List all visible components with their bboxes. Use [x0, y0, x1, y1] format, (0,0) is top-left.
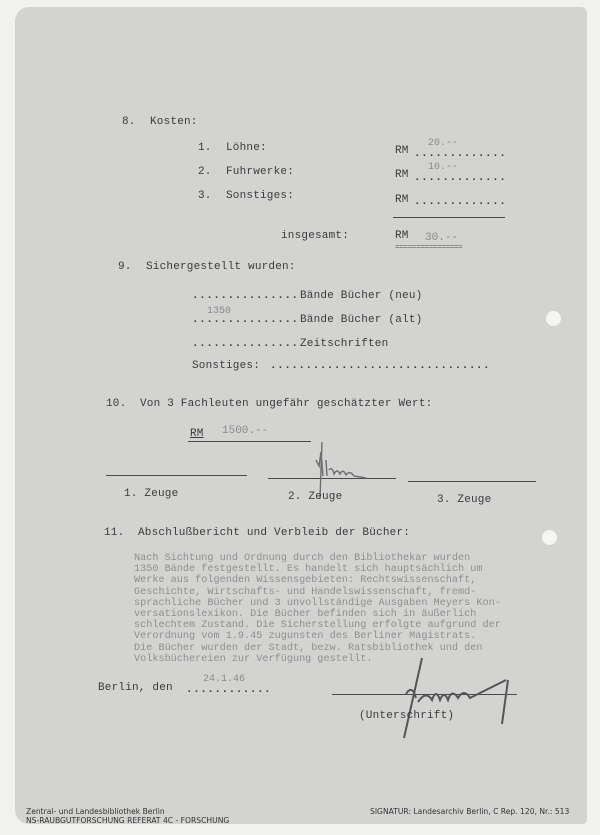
footer-institution: Zentral- und Landesbibliothek Berlin: [26, 807, 165, 816]
section-9-heading: Sichergestellt wurden:: [146, 261, 296, 273]
section-9-number: 9.: [118, 261, 132, 273]
report-line: versationslexikon. Die Bücher befinden sich in äußerlich: [134, 609, 477, 621]
cost-item-dots: .............: [414, 172, 507, 184]
sum-rule: [393, 217, 505, 218]
place-label: Berlin, den: [98, 682, 173, 694]
estimated-value: 1500.--: [222, 425, 269, 437]
other-dots: ...............................: [270, 360, 491, 372]
footer-left: [26, 808, 229, 825]
cost-item-num: 3.: [198, 190, 212, 202]
section-11-heading: Abschlußbericht und Verbleib der Bücher:: [138, 527, 411, 539]
cost-item-num: 2.: [198, 166, 212, 178]
handwritten-signature: [390, 650, 530, 750]
signature-label: (Unterschrift): [359, 710, 455, 722]
cost-item-currency: RM: [395, 194, 409, 206]
witness-3-label: 3. Zeuge: [437, 494, 492, 506]
cost-item-label: Löhne:: [226, 142, 267, 154]
date-value: 24.1.46: [203, 674, 246, 685]
value-currency: RM: [190, 428, 204, 440]
secured-item-label: Zeitschriften: [300, 338, 389, 350]
report-line: Nach Sichtung und Ordnung durch den Bibliothekar wurden: [134, 553, 471, 564]
report-line: Verordnung vom 1.9.45 zugunsten des Berliner Magistrats.: [134, 631, 477, 643]
section-10-heading: Von 3 Fachleuten ungefähr geschätzter Wert:: [140, 398, 433, 410]
witness-1-line: [106, 475, 247, 476]
report-line: 1350 Bände festgestellt. Es handelt sich hauptsächlich um: [134, 564, 483, 576]
other-label: Sonstiges:: [192, 360, 261, 372]
cost-item-value: 20.--: [428, 138, 459, 149]
item-dots: ...............: [192, 338, 299, 350]
secured-item-label: Bände Bücher (alt): [300, 314, 423, 326]
cost-item-label: Sonstiges:: [226, 190, 295, 202]
report-line: sprachliche Bücher und 3 unvollständige Ausgaben Meyers Kon-: [134, 597, 501, 609]
report-line: Die Bücher wurden der Stadt, bezw. Ratsbibliothek und den: [134, 642, 483, 654]
value-rule: [188, 441, 311, 442]
report-line: Volksbüchereien zur Verfügung gestellt.: [134, 653, 373, 665]
cost-item-currency: RM: [395, 145, 409, 157]
total-label: insgesamt:: [281, 230, 350, 242]
report-line: schlechtem Zustand. Die Sicherstellung erfolgte aufgrund der: [134, 620, 501, 632]
total-value: 30.--: [425, 232, 459, 244]
item-dots: ...............: [192, 314, 299, 326]
witness-1-label: 1. Zeuge: [124, 488, 179, 500]
section-8-number: 8.: [122, 116, 136, 128]
date-dots: ............: [186, 684, 272, 696]
punch-hole: [546, 311, 561, 326]
total-double-rule: ================: [395, 243, 463, 252]
section-11-number: 11.: [104, 527, 125, 539]
secured-item-label: Bände Bücher (neu): [300, 290, 423, 302]
cost-item-dots: .............: [414, 196, 507, 208]
secured-item-value: 1350: [207, 306, 232, 317]
closing-report-paragraph: [134, 553, 501, 665]
section-10-number: 10.: [106, 398, 127, 410]
item-dots: ...............: [192, 290, 299, 302]
total-currency: RM: [395, 230, 409, 242]
report-line: Geschichte, Wirtschafts- und Handelswissenschaft, fremd-: [134, 586, 477, 598]
cost-item-value: 10.--: [428, 162, 459, 173]
footer-signatur: SIGNATUR: Landesarchiv Berlin, C Rep. 120, Nr.: 513: [370, 807, 570, 816]
cost-item-label: Fuhrwerke:: [226, 166, 295, 178]
footer-department: NS-RAUBGUTFORSCHUNG REFERAT 4C - FORSCHUNG: [26, 815, 230, 825]
cost-item-currency: RM: [395, 169, 409, 181]
cost-item-dots: .............: [414, 148, 507, 160]
cost-item-num: 1.: [198, 142, 212, 154]
witness-3-line: [408, 481, 536, 482]
punch-hole: [542, 530, 557, 545]
section-8-heading: Kosten:: [150, 116, 198, 128]
witness-2-label: 2. Zeuge: [288, 491, 343, 503]
report-line: Werke aus folgenden Wissensgebieten: Rechtswissenschaft,: [134, 575, 477, 587]
